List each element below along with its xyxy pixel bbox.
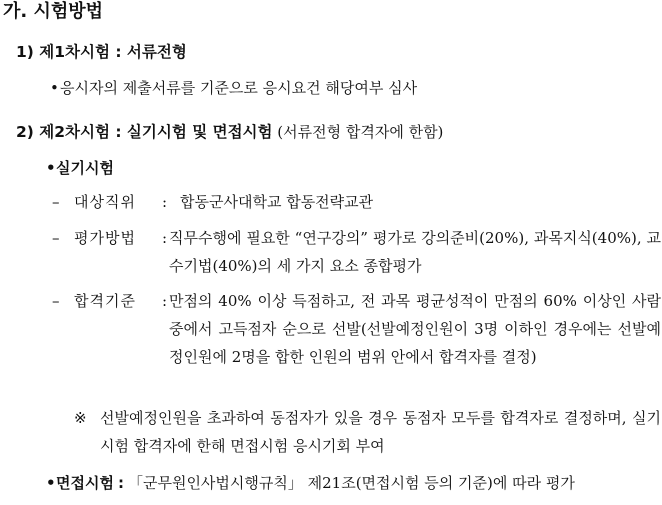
colon-icon: :	[162, 193, 168, 211]
practical-title-row	[46, 158, 114, 178]
practical-title: 실기시험	[56, 159, 114, 177]
dash-icon: –	[52, 229, 60, 247]
interview-title: 면접시험	[56, 474, 114, 492]
note-mark-icon: ※	[74, 409, 87, 427]
stage1-bullet-text: 응시자의 제출서류를 기준으로 응시요건 해당여부 심사	[60, 79, 418, 97]
practical-item-method-label	[52, 228, 180, 248]
item-term: 합격기준	[74, 292, 136, 310]
item-desc: 합동군사대학교 합동전략교관	[180, 193, 374, 211]
item-term: 대상직위	[74, 193, 136, 211]
item-desc-method: 직무수행에 필요한 “연구강의” 평가로 강의준비(20%), 과목지식(40%), 교수기법(40%)의 세 가지 요소 종합평가	[169, 229, 661, 275]
interview-row	[46, 473, 575, 493]
practical-item-target	[52, 192, 373, 212]
stage1-heading: 1) 제1차시험 : 서류전형	[16, 43, 187, 61]
item-desc-criteria: 만점의 40% 이상 득점하고, 전 과목 평균성적이 만점의 60% 이상인 사람 중에서 고득점자 순으로 선발(선발예정인원이 3명 이하인 경우에는 선발예정인원에 2명을 합한 인원의 범위 안에서 합격자를 결정)	[169, 292, 661, 366]
dash-icon: –	[52, 292, 60, 310]
stage2-heading-main: 2) 제2차시험 : 실기시험 및 면접시험	[16, 123, 273, 141]
interview-desc: 「군무원인사법시행규칙」 제21조(면접시험 등의 기준)에 따라 평가	[127, 474, 575, 492]
bullet-icon: •	[46, 474, 56, 492]
bullet-icon: •	[50, 79, 59, 97]
section-title: 가. 시험방법	[3, 1, 104, 22]
bullet-icon: •	[46, 159, 56, 177]
practical-note: 선발예정인원을 초과하여 동점자가 있을 경우 동점자 모두를 합격자로 결정하며, 실기시험 합격자에 한해 면접시험 응시기회 부여	[100, 409, 661, 455]
dash-icon: –	[52, 193, 60, 211]
colon-icon: :	[117, 474, 124, 492]
practical-item-criteria-label	[52, 291, 180, 311]
item-term: 평가방법	[74, 229, 136, 247]
colon-icon: :	[162, 292, 168, 310]
stage2-heading-note: (서류전형 합격자에 한함)	[277, 123, 444, 141]
colon-icon: :	[162, 229, 168, 247]
note-mark-row	[74, 408, 100, 428]
stage1-bullet-row	[50, 78, 417, 98]
stage2-heading	[16, 122, 443, 142]
